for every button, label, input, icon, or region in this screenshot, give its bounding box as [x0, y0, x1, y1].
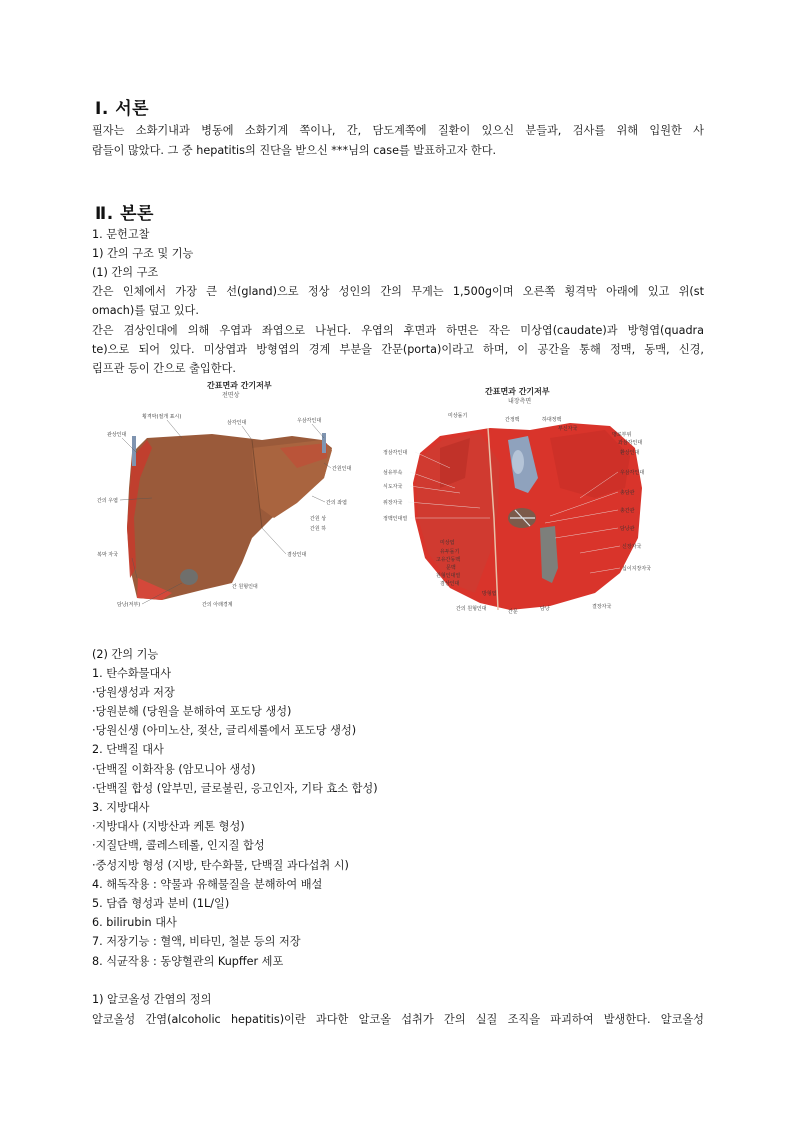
- figure-right-label-5: 맹로부위: [612, 432, 632, 438]
- figure-right-label-10: 식도자국: [383, 484, 403, 490]
- liver-visceral-view-figure: [380, 378, 670, 618]
- figure-left-label-9: 간 원형인대: [232, 584, 258, 590]
- alcoholic-hepatitis-heading: 1) 알코올성 간염의 정의: [92, 993, 212, 1006]
- figure-left-label-7: 간원인대: [332, 466, 352, 472]
- vena-cava-highlight: [512, 450, 524, 474]
- structure-paragraph-1-line-1: 간은 인체에서 가장 큰 선(gland)으로 정상 성인의 간의 무게는 1,500g이며 오른쪽 횡격막 아래에 있고 위(st: [92, 285, 704, 298]
- function-item: ·당원신생 (아미노산, 젖산, 글리세롤에서 포도당 생성): [92, 724, 357, 737]
- figure-right-label-18: 유두돌기: [440, 549, 460, 555]
- structure-paragraph-1-line-2: omach)를 덮고 있다.: [92, 304, 199, 317]
- gallbladder-shape: [180, 569, 198, 585]
- figure-right-title: 간표면과 간기저부: [485, 387, 550, 396]
- figure-right-label-4: 부신자국: [558, 426, 578, 432]
- gallbladder-visceral-shape: [540, 526, 558, 583]
- figure-right-label-12: 정맥인대열: [383, 516, 408, 522]
- alcoholic-hepatitis-text: 알코올성 간염(alcoholic hepatitis)이란 과다한 알코올 섭취가 간의 실질 조직을 파괴하여 발생한다. 알코올성: [92, 1013, 704, 1026]
- structure-paragraph-2-line-2: te)으로 되어 있다. 미상엽과 방형엽의 경계 부분을 간문(porta)이라고 하며, 이 공간을 통해 정맥, 동맥, 신경,: [92, 343, 704, 356]
- figure-left-label-14: 간원 상: [310, 516, 327, 522]
- function-item: ·단백질 합성 (알부민, 글로불린, 응고인자, 기타 효소 합성): [92, 782, 378, 795]
- figure-left-label-1: 횡격막(절개 표시): [142, 414, 182, 420]
- figure-right-label-7: 환상인대: [620, 450, 640, 456]
- figure-left-label-8: 겸상인대: [287, 552, 307, 558]
- figure-right-label-11: 위장자국: [383, 500, 403, 506]
- structure-paragraph-2-line-3: 림프관 등이 간으로 출입한다.: [92, 362, 236, 375]
- figure-right-label-3: 하대정맥: [542, 417, 562, 423]
- function-item: ·중성지방 형성 (지방, 탄수화물, 단백질 과다섭취 시): [92, 859, 349, 872]
- figure-left-label-11: 복막 자국: [97, 552, 118, 558]
- function-item: 5. 담즙 형성과 분비 (1L/일): [92, 897, 230, 910]
- figure-right-label-23: 방형엽: [482, 591, 497, 597]
- figure-left-label-13: 간원 하: [310, 526, 327, 532]
- literature-review-heading: 1. 문헌고찰: [92, 228, 150, 241]
- figure-right-label-1: 미상돌기: [448, 413, 468, 419]
- figure-right-label-15: 총간관: [620, 508, 635, 514]
- figure-right-label-9: 섬유부속: [383, 470, 403, 476]
- figure-left-label-4: 우삼각인대: [297, 418, 322, 424]
- figure-right-label-16: 담낭관: [620, 526, 635, 532]
- liver-anterior-view-figure: [92, 378, 372, 618]
- figure-right-label-26: 담낭: [540, 606, 550, 612]
- functions-heading: (2) 간의 기능: [92, 648, 159, 661]
- function-item: ·단백질 이화작용 (암모니아 생성): [92, 763, 256, 776]
- vessel-left-shape: [132, 436, 136, 466]
- function-item: 2. 단백질 대사: [92, 743, 164, 756]
- figure-left-label-2: 관상인대: [107, 432, 127, 438]
- figure-right-label-22: 겸상인대: [440, 581, 460, 587]
- figure-right-label-17: 미상엽: [440, 540, 455, 546]
- figure-left-label-12: 담낭(저부): [117, 602, 141, 608]
- vessel-right-shape: [322, 433, 326, 453]
- figure-right-label-25: 간문: [508, 609, 518, 615]
- function-item: 1. 탄수화물대사: [92, 667, 172, 680]
- figure-right-label-27: 신장자국: [622, 544, 642, 550]
- figure-left-label-5: 간의 우엽: [97, 498, 118, 504]
- figure-left-label-10: 간의 아래경계: [202, 602, 233, 608]
- liver-structure-subheading: (1) 간의 구조: [92, 266, 159, 279]
- intro-paragraph-line-1: 필자는 소화기내과 병동에 소화기계 쪽이나, 간, 담도계쪽에 질환이 있으신 분들과, 검사를 위해 입원한 사: [92, 124, 704, 137]
- structure-paragraph-2-line-1: 간은 겸상인대에 의해 우엽과 좌엽으로 나뉜다. 우엽의 후면과 하면은 작은 미상엽(caudate)과 방형엽(quadra: [92, 324, 704, 337]
- figure-right-label-21: 원형인대열: [436, 573, 461, 579]
- figure-right-label-29: 결장자국: [592, 604, 612, 610]
- figure-right-label-13: 우삼각인대: [620, 470, 645, 476]
- function-item: 4. 해독작용 : 약물과 유해물질을 분해하여 배설: [92, 878, 323, 891]
- figure-left-label-6: 간의 좌엽: [326, 500, 347, 506]
- figure-right-label-28: 십이지장자국: [622, 566, 651, 572]
- liver-structure-function-heading: 1) 간의 구조 및 기능: [92, 247, 194, 260]
- function-item: 7. 저장기능 : 혈액, 비타민, 철분 등의 저장: [92, 935, 301, 948]
- figure-right-label-20: 문맥: [446, 565, 456, 571]
- function-item: ·지방대사 (지방산과 케톤 형성): [92, 820, 245, 833]
- figure-right-label-6: 좌삼각인대: [618, 440, 643, 446]
- figure-right-label-24: 간의 원형인대: [456, 606, 487, 612]
- function-item: ·당원생성과 저장: [92, 686, 175, 699]
- section-heading-intro: Ⅰ. 서론: [95, 99, 150, 119]
- figure-right-label-19: 고유간동맥: [436, 557, 461, 563]
- function-item: ·당원분해 (당원을 분해하여 포도당 생성): [92, 705, 292, 718]
- figure-left-title: 간표면과 간기저부: [207, 381, 272, 390]
- figure-right-subtitle: 내장측면: [508, 398, 532, 405]
- function-item: 3. 지방대사: [92, 801, 150, 814]
- section-heading-body: Ⅱ. 본론: [95, 204, 154, 224]
- figure-left-subtitle: 전면상: [222, 392, 240, 399]
- figure-right-label-14: 총담관: [620, 490, 635, 496]
- function-item: 8. 식균작용 : 동양혈관의 Kupffer 세포: [92, 955, 284, 968]
- figure-left-label-3: 삼각인대: [227, 420, 247, 426]
- function-item: ·지질단백, 콜레스테롤, 인지질 합성: [92, 839, 265, 852]
- function-item: 6. bilirubin 대사: [92, 916, 177, 929]
- intro-paragraph-line-2: 람들이 많았다. 그 중 hepatitis의 진단을 받으신 ***님의 case를 발표하고자 한다.: [92, 144, 497, 157]
- figure-right-label-8: 정삼각인대: [383, 450, 408, 456]
- figure-right-label-2: 간정맥: [505, 417, 520, 423]
